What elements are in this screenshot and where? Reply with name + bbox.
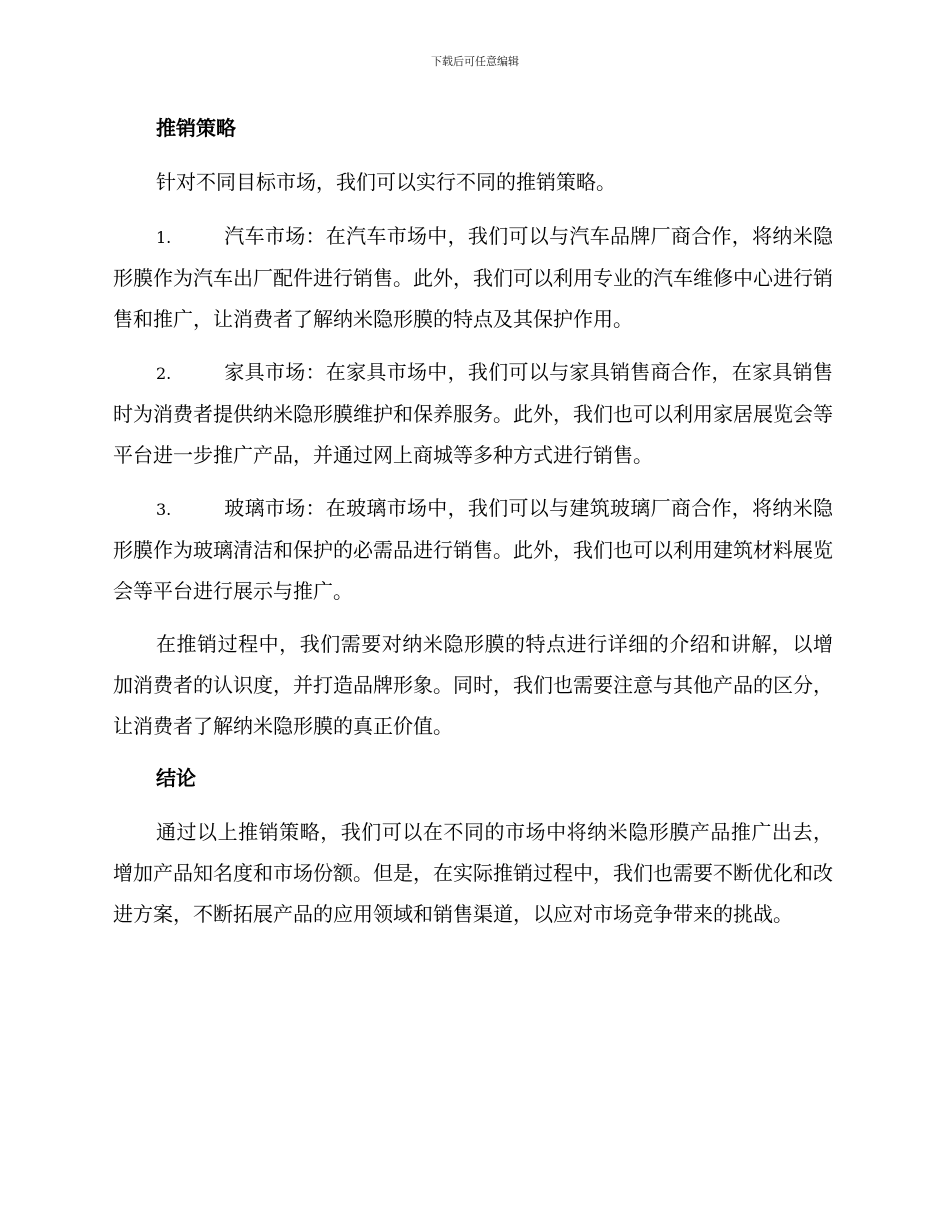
section-heading-promotion: 推销策略 (156, 116, 236, 140)
item-number: 1. (156, 228, 172, 247)
document-body (113, 110, 833, 935)
item-number: 3. (156, 500, 172, 519)
promotion-closing: 在推销过程中，我们需要对纳米隐形膜的特点进行详细的介绍和讲解，以增加消费者的认识度，并打造品牌形象。同时，我们也需要注意与其他产品的区分，让消费者了解纳米隐形膜的真正价值。 (113, 632, 833, 738)
promotion-item-3 (113, 488, 833, 612)
item-text: 玻璃市场：在玻璃市场中，我们可以与建筑玻璃厂商合作，将纳米隐形膜作为玻璃清洁和保护的必需品进行销售。此外，我们也可以利用建筑材料展览会等平台进行展示与推广。 (113, 496, 833, 603)
header-note: 下载后可任意编辑 (431, 55, 519, 68)
conclusion-text: 通过以上推销策略，我们可以在不同的市场中将纳米隐形膜产品推广出去，增加产品知名度和市场份额。但是，在实际推销过程中，我们也需要不断优化和改进方案，不断拓展产品的应用领域和销售渠道，以应对市场竞争带来的挑战。 (113, 820, 833, 926)
promotion-item-2 (113, 352, 833, 476)
promotion-item-1 (113, 216, 833, 340)
item-text: 家具市场：在家具市场中，我们可以与家具销售商合作，在家具销售时为消费者提供纳米隐形膜维护和保养服务。此外，我们也可以利用家居展览会等平台进一步推广产品，并通过网上商城等多种方式进行销售。 (113, 360, 833, 467)
promotion-intro: 针对不同目标市场，我们可以实行不同的推销策略。 (156, 170, 616, 194)
item-number: 2. (156, 364, 172, 383)
section-heading-conclusion: 结论 (156, 766, 196, 790)
item-text: 汽车市场：在汽车市场中，我们可以与汽车品牌厂商合作，将纳米隐形膜作为汽车出厂配件进行销售。此外，我们可以利用专业的汽车维修中心进行销售和推广，让消费者了解纳米隐形膜的特点及其保护作用。 (113, 224, 833, 331)
